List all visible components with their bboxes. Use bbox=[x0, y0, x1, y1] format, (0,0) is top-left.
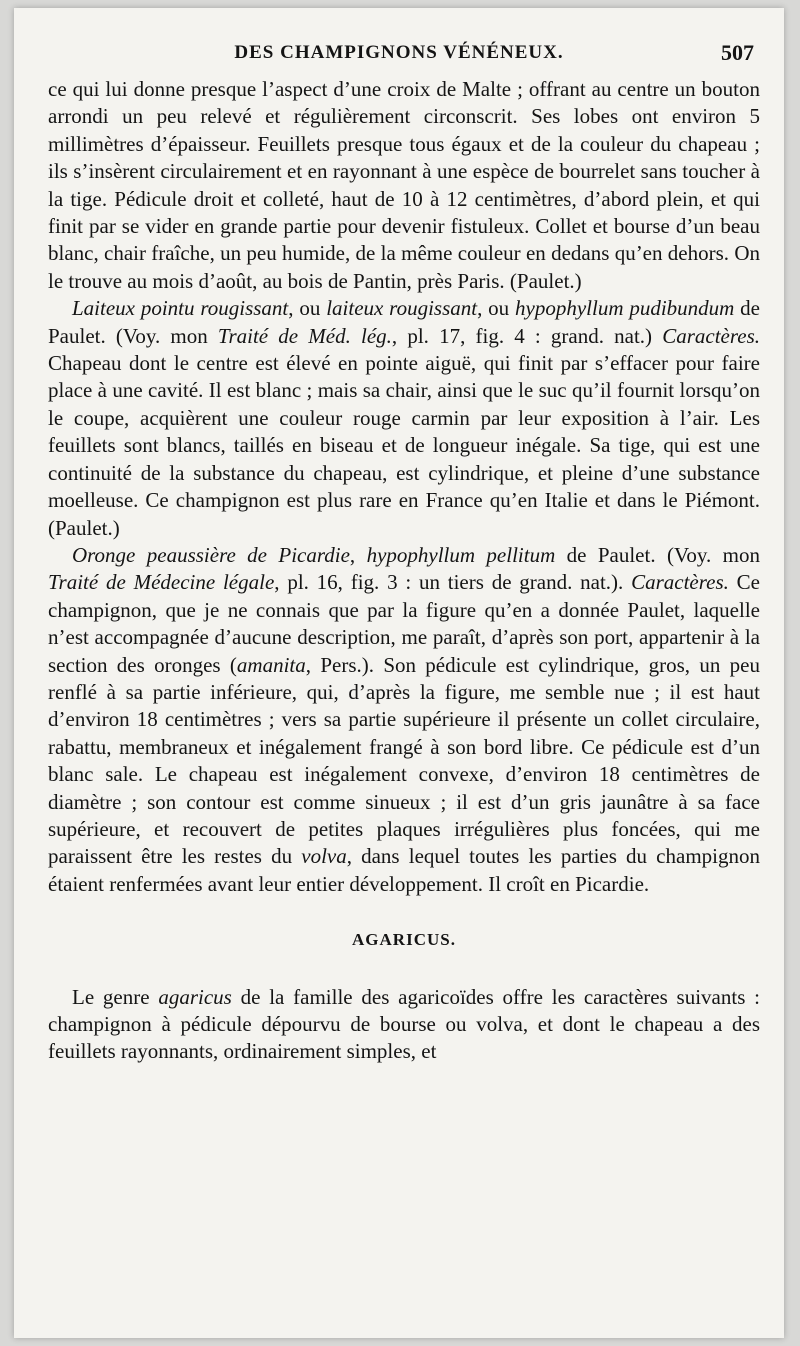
latin-name: hypophyllum pudibundum bbox=[515, 296, 735, 321]
running-title: DES CHAMPIGNONS VÉNÉNEUX. bbox=[234, 42, 564, 63]
text-run: , bbox=[349, 542, 367, 567]
characters-label: Caractères. bbox=[631, 570, 729, 595]
text-run: , pl. 17, fig. 4 : grand. nat.) bbox=[391, 323, 663, 348]
text-run: , ou bbox=[288, 296, 327, 321]
paragraph-agaricus bbox=[48, 984, 760, 1066]
paragraph-laiteux bbox=[48, 295, 760, 542]
species-alt-name: laiteux rougissant bbox=[326, 296, 478, 321]
text-run: , Pers.). Son pédicule est cylindrique, gros, un peu renflé à sa partie inférieure, qui, d’après la figure, me semble nue ; il est haut d’environ 18 centimètres ; vers sa partie supérieure il présente un collet circulaire, rabattu, membraneux et inégalement frangé à son bord libre. Ce pédicule est d’un blanc sale. Le chapeau est inégalement convexe, d’environ 18 centimètres de diamètre ; son contour est comme sinueux ; il est d’un gris jaunâtre à sa face supérieure, et recouvert de petites plaques irrégulières plus foncées, qui me paraissent être les restes du bbox=[48, 652, 760, 869]
text-body bbox=[48, 76, 760, 1066]
text-run: , pl. 16, fig. 3 : un tiers de grand. nat.). bbox=[274, 570, 632, 595]
genus-name: amanita bbox=[236, 652, 306, 677]
section-heading: AGARICUS. bbox=[352, 930, 456, 950]
text-run: de Paulet. (Voy. mon bbox=[48, 296, 761, 348]
characters-label: Caractères. bbox=[662, 323, 760, 348]
book-page bbox=[14, 8, 784, 1338]
text-run: de la famille des agaricoïdes offre les caractères suivants : champignon à pédicule dépourvu de bourse ou volva, et dont le chapeau a des feuillets rayonnants, ordinairement simples, et bbox=[48, 984, 760, 1064]
paragraph-continuation: ce qui lui donne presque l’aspect d’une croix de Malte ; offrant au centre un bouton arrondi un peu relevé et régulièrement circonscrit. Ses lobes ont environ 5 millimètres d’épaisseur. Feuillets presque tous égaux et de la couleur du chapeau ; ils s’insèrent circulairement et en rayonnant à une espèce de bourrelet sans toucher à la tige. Pédicule droit et colleté, haut de 10 à 12 centimètres, d’abord plein, et qui finit par se vider en grande partie pour devenir fistuleux. Collet et bourse d’un beau blanc, chair fraîche, un peu humide, de la même couleur en dedans qu’en dehors. On le trouve au mois d’août, au bois de Pantin, près Paris. (Paulet.) bbox=[48, 77, 760, 293]
text-run: , dans lequel toutes les parties du champignon étaient renfermées avant leur entier développement. Il croît en Picardie. bbox=[48, 844, 760, 896]
species-name: Oronge peaussière de Picardie bbox=[72, 542, 350, 567]
running-head bbox=[14, 42, 784, 70]
text-run: Chapeau dont le centre est élevé en pointe aiguë, qui finit par s’effacer pour faire place à une cavité. Il est blanc ; mais sa chair, ainsi que le suc qu’il fournit lorsqu’on le coupe, acquièrent une couleur rouge carmin par leur exposition à l’air. Les feuillets sont blancs, taillés en biseau et de longueur inégale. Sa tige, qui est une continuité de la substance du chapeau, est cylindrique, et pleine d’une substance moelleuse. Ce champignon est plus rare en France qu’en Italie et dans le Piémont. (Paulet.) bbox=[48, 351, 760, 540]
volva-term: volva bbox=[301, 844, 347, 869]
text-run: , ou bbox=[477, 296, 516, 321]
text-run: de Paulet. (Voy. mon bbox=[555, 542, 761, 567]
genus-name: agaricus bbox=[158, 984, 232, 1009]
species-name: Laiteux pointu rougissant bbox=[72, 296, 289, 321]
text-run: Ce champignon, que je ne connais que par la figure qu’en a donnée Paulet, laquelle n’est accompagnée d’aucune description, me paraît, d’après son port, appartenir à la section des oronges ( bbox=[48, 570, 761, 677]
paragraph-oronge bbox=[48, 542, 760, 898]
text-run: Le genre bbox=[72, 984, 159, 1009]
page-number: 507 bbox=[721, 40, 754, 65]
book-reference: Traité de Méd. lég. bbox=[217, 323, 392, 348]
book-reference: Traité de Médecine légale bbox=[48, 570, 275, 595]
latin-name: hypophyllum pellitum bbox=[366, 542, 556, 567]
